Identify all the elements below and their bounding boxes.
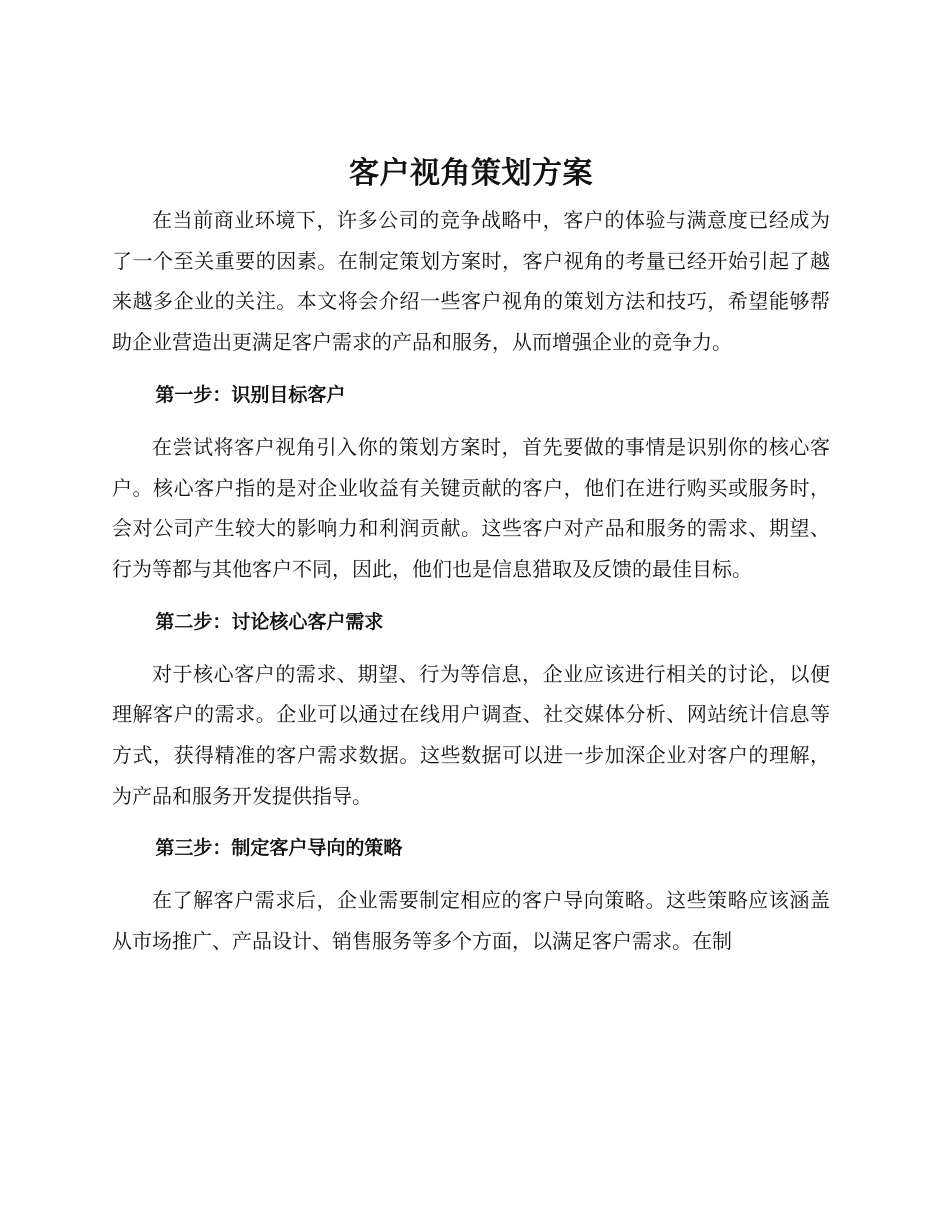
- section-body-step-3: 在了解客户需求后，企业需要制定相应的客户导向策略。这些策略应该涵盖从市场推广、产品设计、销售服务等多个方面，以满足客户需求。在制: [112, 888, 830, 954]
- intro-paragraph: 在当前商业环境下，许多公司的竞争战略中，客户的体验与满意度已经成为了一个至关重要的因素。在制定策划方案时，客户视角的考量已经开始引起了越来越多企业的关注。本文将会介绍一些客户视角的策划方法和技巧，希望能够帮助企业营造出更满足客户需求的产品和服务，从而增强企业的竞争力。: [112, 208, 830, 355]
- document-page: [112, 148, 830, 962]
- section-heading-step-2: 第二步：讨论核心客户需求: [155, 610, 384, 633]
- section-heading-step-3: 第三步：制定客户导向的策略: [155, 837, 403, 860]
- document-title: 客户视角策划方案: [349, 156, 593, 191]
- section-body-step-1: 在尝试将客户视角引入你的策划方案时，首先要做的事情是识别你的核心客户。核心客户指的是对企业收益有关键贡献的客户，他们在进行购买或服务时，会对公司产生较大的影响力和利润贡献。这些客户对产品和服务的需求、期望、行为等都与其他客户不同，因此，他们也是信息猎取及反馈的最佳目标。: [112, 434, 830, 581]
- section-body-step-2: 对于核心客户的需求、期望、行为等信息，企业应该进行相关的讨论，以便理解客户的需求。企业可以通过在线用户调查、社交媒体分析、网站统计信息等方式，获得精准的客户需求数据。这些数据可以进一步加深企业对客户的理解，为产品和服务开发提供指导。: [112, 661, 830, 808]
- section-heading-step-1: 第一步：识别目标客户: [155, 383, 346, 406]
